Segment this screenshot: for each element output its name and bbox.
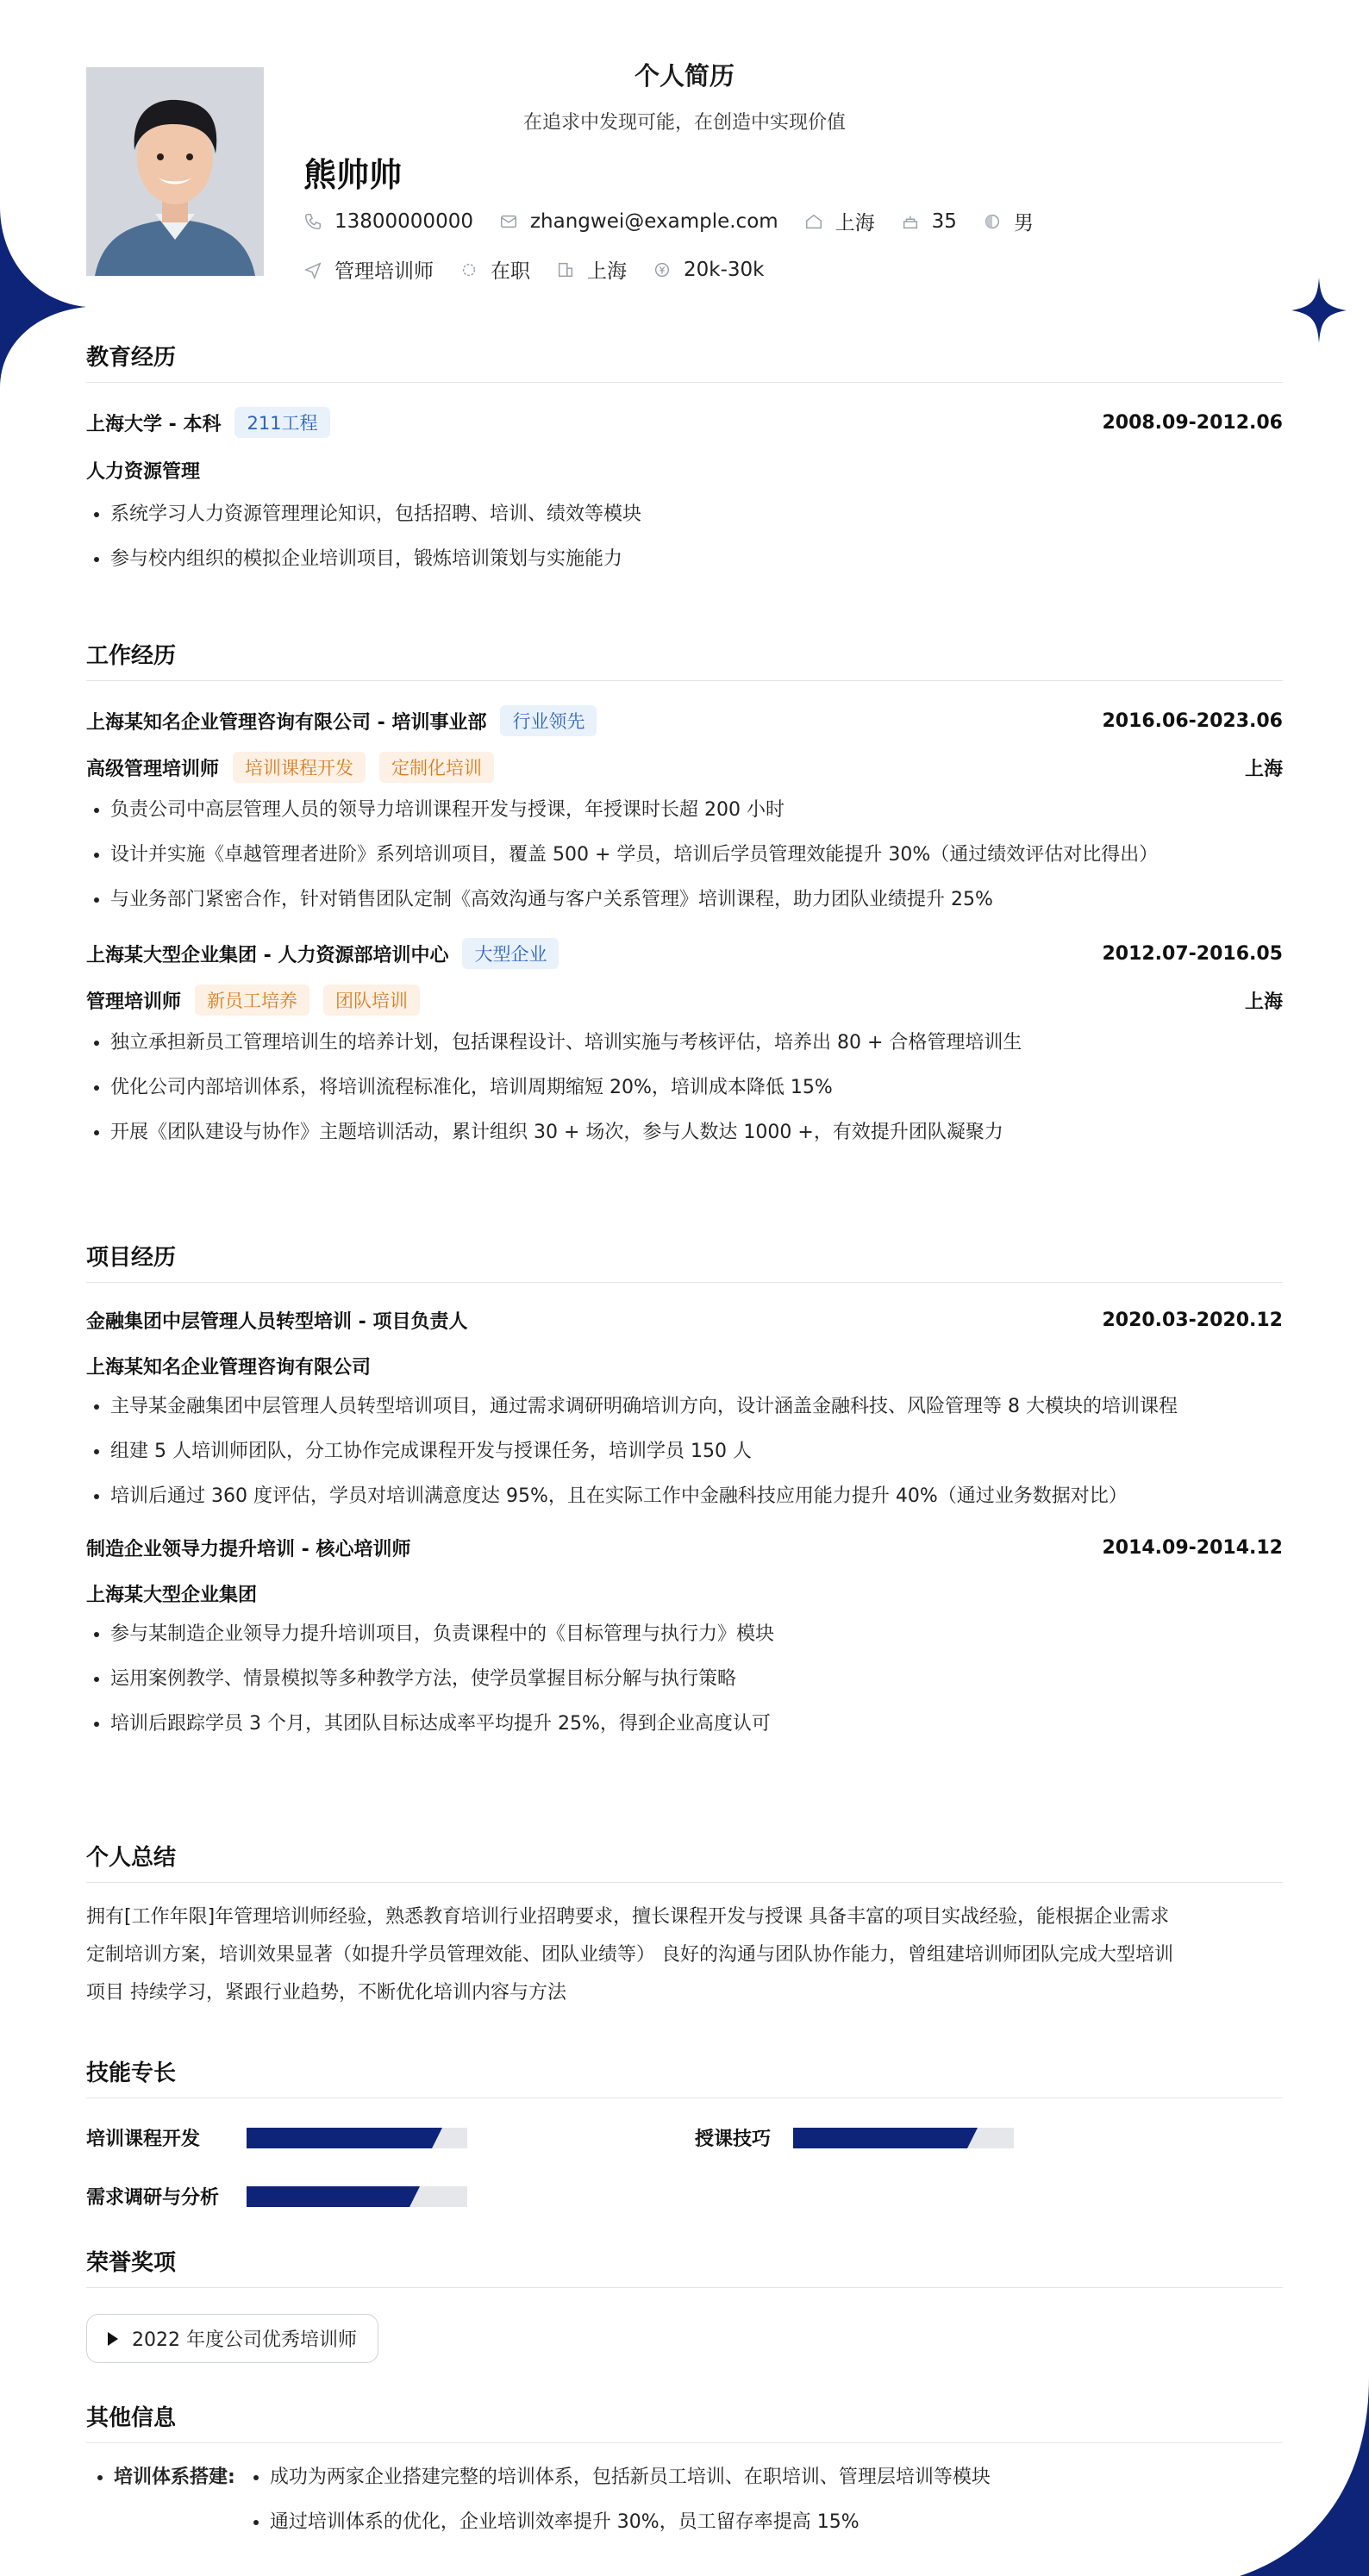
work-date: 2012.07-2016.05: [1102, 942, 1283, 965]
summary-text: 拥有[工作年限]年管理培训师经验，熟悉教育培训行业招聘要求，擅长课程开发与授课 具备丰富的项目实战经验，能根据企业需求 定制培训方案，培训效果显著（如提升学员管理效能、团队业绩等） 良好的沟通与团队协作能力，曾组建培训师团队完成大型培训 项目 持续学习，紧跟行业趋势，不断优化培训内容与方法: [86, 1906, 1173, 2004]
list-item: • 设计并实施《卓越管理者进阶》系列培训项目，覆盖 500 + 学员，培训后学员管理效能提升 30%（通过绩效评估对比得出）: [110, 833, 1283, 878]
role-tag: 定制化培训: [379, 752, 494, 783]
project-date: 2020.03-2020.12: [1102, 1310, 1283, 1331]
other-item: [86, 2455, 1283, 2545]
list-item: • 参与校内组织的模拟企业培训项目，锻炼培训策划与实施能力: [110, 537, 1283, 582]
project-name: 制造企业领导力提升培训 - 核心培训师: [86, 1539, 411, 1560]
summary-section: [86, 1840, 1283, 2012]
project-section: [86, 1240, 1283, 1747]
project-1-bullets: [86, 1385, 1283, 1519]
skill-item: 授课技巧: [695, 2124, 1014, 2151]
role-tag: 团队培训: [323, 985, 420, 1016]
triangle-right-icon: [108, 2332, 118, 2346]
project-2-bullets: [86, 1612, 1283, 1747]
summary-title: 个人总结: [86, 1840, 1283, 1883]
project-1-org: 上海某知名企业管理咨询有限公司: [86, 1357, 372, 1379]
company-tag: 大型企业: [462, 938, 559, 969]
list-item: • 组建 5 人培训师团队，分工协作完成课程开发与授课任务，培训学员 150 人: [110, 1429, 1283, 1474]
list-item: • 开展《团队建设与协作》主题培训活动，累计组织 30 + 场次，参与人数达 1000 +，有效提升团队凝聚力: [110, 1110, 1283, 1155]
list-item: • 培训后跟踪学员 3 个月，其团队目标达成率平均提升 25%，得到企业高度认可: [110, 1702, 1283, 1747]
project-2-header: [86, 1535, 1283, 1561]
education-header: [86, 407, 1283, 438]
education-bullets: [86, 492, 1283, 582]
home-icon: [804, 212, 823, 231]
company-tag: 行业领先: [500, 705, 597, 736]
list-item: • 与业务部门紧密合作，针对销售团队定制《高效沟通与客户关系管理》培训课程，助力团队业绩提升 25%: [110, 878, 1283, 922]
document-title: 个人简历: [634, 61, 735, 91]
salary-icon: [653, 260, 672, 279]
candidate-name: 熊帅帅: [303, 156, 403, 194]
contact-phone: 13800000000: [303, 210, 473, 233]
list-item: • 通过培训体系的优化，企业培训效率提升 30%，员工留存率提高 15%: [270, 2500, 991, 2545]
education-title: 教育经历: [86, 340, 1283, 383]
phone-icon: [303, 212, 322, 231]
skill-level-bar: [793, 2128, 1014, 2148]
company-name: 上海某大型企业集团 - 人力资源部培训中心: [86, 944, 449, 966]
list-item: • 主导某金融集团中层管理人员转型培训项目，通过需求调研明确培训方向，设计涵盖金融科技、风险管理等 8 大模块的培训课程: [110, 1385, 1283, 1429]
contact-row: [303, 207, 1060, 235]
contact-gender: 男: [983, 207, 1034, 235]
list-item: • 系统学习人力资源管理理论知识，包括招聘、培训、绩效等模块: [110, 492, 1283, 537]
skill-level-bar: [247, 2186, 467, 2207]
list-item: • 培训后通过 360 度评估，学员对培训满意度达 95%，且在实际工作中金融科技应用能力提升 40%（通过业务数据对比）: [110, 1474, 1283, 1519]
list-item: • 成功为两家企业搭建完整的培训体系，包括新员工培训、在职培训、管理层培训等模块: [270, 2455, 991, 2500]
school-name: 上海大学 - 本科: [86, 413, 222, 435]
skills-section: [86, 2055, 1283, 2098]
work-entry-1-role: [86, 752, 1283, 783]
age-icon: [901, 212, 920, 231]
work-entry-2-header: [86, 938, 1283, 969]
work-entry-1-bullets: [86, 788, 1283, 922]
list-item: • 独立承担新员工管理培训生的培养计划，包括课程设计、培训实施与考核评估，培养出 80 + 合格管理培训生: [110, 1021, 1283, 1066]
other-section: [86, 2400, 1283, 2545]
work-entry-2-role: [86, 985, 1283, 1016]
building-icon: [556, 260, 575, 279]
contact-city: 上海: [804, 207, 875, 235]
project-2-org: 上海某大型企业集团: [86, 1585, 258, 1606]
job-city: 上海: [556, 255, 627, 284]
other-title: 其他信息: [86, 2400, 1283, 2443]
work-section: [86, 638, 1283, 1155]
work-title: 工作经历: [86, 638, 1283, 681]
sparkle-icon: [1291, 278, 1347, 343]
job-intent-row: [303, 255, 790, 284]
job-position: 管理培训师: [303, 255, 434, 284]
other-label: • 培训体系搭建:: [114, 2455, 235, 2500]
education-major: 人力资源管理: [86, 461, 201, 483]
list-item: • 参与某制造企业领导力提升培训项目，负责课程中的《目标管理与执行力》模块: [110, 1612, 1283, 1657]
school-tag: 211工程: [234, 407, 329, 438]
contact-email: zhangwei@example.com: [499, 210, 778, 233]
award-item[interactable]: 2022 年度公司优秀培训师: [86, 2314, 378, 2363]
work-city: 上海: [1244, 991, 1283, 1013]
skill-level-bar: [247, 2128, 467, 2148]
work-date: 2016.06-2023.06: [1102, 710, 1283, 732]
status-icon: [459, 260, 478, 279]
skills-title: 技能专长: [86, 2055, 1283, 2098]
honors-section: [86, 2245, 1283, 2288]
list-item: • 负责公司中高层管理人员的领导力培训课程开发与授课，年授课时长超 200 小时: [110, 788, 1283, 833]
skill-item: 需求调研与分析: [86, 2183, 467, 2210]
mail-icon: [499, 212, 518, 231]
role-tag: 新员工培养: [195, 985, 309, 1016]
honors-title: 荣誉奖项: [86, 2245, 1283, 2288]
list-item: • 运用案例教学、情景模拟等多种教学方法，使学员掌握目标分解与执行策略: [110, 1657, 1283, 1702]
role-name: 高级管理培训师: [86, 758, 220, 780]
list-item: • 优化公司内部培训体系，将培训流程标准化，培训周期缩短 20%，培训成本降低 15%: [110, 1066, 1283, 1110]
project-date: 2014.09-2014.12: [1102, 1537, 1283, 1559]
gender-icon: [983, 212, 1002, 231]
work-entry-2-bullets: [86, 1021, 1283, 1155]
project-name: 金融集团中层管理人员转型培训 - 项目负责人: [86, 1311, 468, 1333]
education-section: [86, 340, 1283, 582]
role-name: 管理培训师: [86, 991, 182, 1013]
skill-item: 培训课程开发: [86, 2124, 467, 2151]
job-salary: 20k-30k: [653, 259, 764, 281]
project-1-header: [86, 1307, 1283, 1334]
company-name: 上海某知名企业管理咨询有限公司 - 培训事业部: [86, 711, 487, 734]
work-entry-1-header: [86, 705, 1283, 736]
work-city: 上海: [1244, 758, 1283, 780]
education-date: 2008.09-2012.06: [1102, 411, 1283, 434]
job-status: 在职: [459, 255, 530, 284]
role-tag: 培训课程开发: [233, 752, 366, 783]
project-title: 项目经历: [86, 1240, 1283, 1283]
document-subtitle: 在追求中发现可能，在创造中实现价值: [522, 112, 846, 134]
send-icon: [303, 260, 322, 279]
contact-age: 35: [901, 210, 957, 233]
